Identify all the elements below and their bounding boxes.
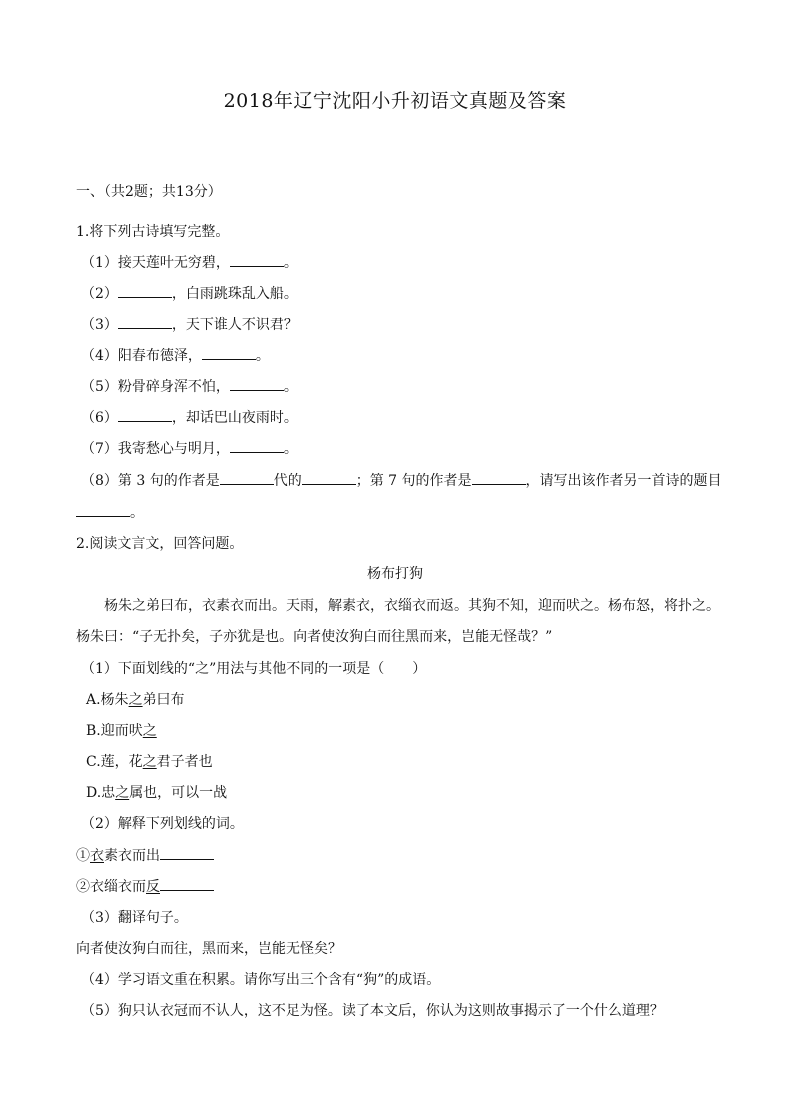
question-1-item-6: （6） ，却话巴山夜雨时。 <box>81 410 298 426</box>
question-2-stem: 2.阅读文言文，回答问题。 <box>76 536 244 552</box>
question-1-item-5: （5）粉骨碎身浑不怕， 。 <box>81 379 298 395</box>
answer-blank <box>118 284 172 298</box>
answer-blank <box>160 877 214 891</box>
answer-blank <box>118 408 172 422</box>
question-1-item-8-continued: 。 <box>76 503 144 523</box>
question-1-item-8: （8）第 3 句的作者是 代的 ；第 7 句的作者是 ，请写出该作者另一首诗的题目 <box>81 473 722 489</box>
answer-blank <box>230 439 284 453</box>
question-2-sub-5: （5）狗只认衣冠而不认人，这不足为怪。读了本文后，你认为这则故事揭示了一个什么道理？ <box>81 1003 664 1019</box>
answer-blank <box>202 346 256 360</box>
answer-blank <box>118 315 172 329</box>
question-1-item-7: （7）我寄愁心与明月， 。 <box>81 441 298 457</box>
question-1-item-1: （1）接天莲叶无穷碧， 。 <box>81 255 298 271</box>
word-item-1: ①衣素衣而出 <box>76 846 214 866</box>
answer-blank <box>160 846 214 860</box>
passage-line-2: 杨朱曰：“子无扑矣，子亦犹是也。向者使汝狗白而往黑而来，岂能无怪哉？” <box>76 629 553 645</box>
option-a: A.杨朱之弟曰布 <box>86 692 185 708</box>
page-title: 2018年辽宁沈阳小升初语文真题及答案 <box>223 90 567 112</box>
translation-sentence: 向者使汝狗白而往，黑而来，岂能无怪矣？ <box>76 941 342 957</box>
option-c: C.莲，花之君子者也 <box>86 754 213 770</box>
question-1-item-2: （2） ，白雨跳珠乱入船。 <box>81 286 298 302</box>
question-2-sub-1: （1）下面划线的“之”用法与其他不同的一项是（ ） <box>81 661 427 677</box>
section-heading: 一、（共2题；共13分） <box>76 184 222 200</box>
question-1-item-4: （4）阳春布德泽， 。 <box>81 348 270 364</box>
question-2-sub-4: （4）学习语文重在积累。请你写出三个含有“狗”的成语。 <box>81 972 441 988</box>
passage-title: 杨布打狗 <box>367 566 423 582</box>
question-2-sub-3: （3）翻译句子。 <box>81 910 188 926</box>
passage-line-1: 杨朱之弟曰布，衣素衣而出。天雨，解素衣，衣缁衣而返。其狗不知，迎而吠之。杨布怒，将扑之。 <box>104 598 720 614</box>
answer-blank <box>472 471 526 485</box>
answer-blank <box>230 253 284 267</box>
answer-blank <box>76 503 130 517</box>
answer-blank <box>302 471 356 485</box>
question-1-item-3: （3） ，天下谁人不识君？ <box>81 317 298 333</box>
word-item-2: ②衣缁衣而反 <box>76 877 214 897</box>
question-1-stem: 1.将下列古诗填写完整。 <box>76 224 230 240</box>
answer-blank <box>220 471 274 485</box>
option-d: D.忠之属也，可以一战 <box>86 785 228 801</box>
question-2-sub-2: （2）解释下列划线的词。 <box>81 816 244 832</box>
option-b: B.迎而吠之 <box>86 723 157 739</box>
answer-blank <box>230 377 284 391</box>
